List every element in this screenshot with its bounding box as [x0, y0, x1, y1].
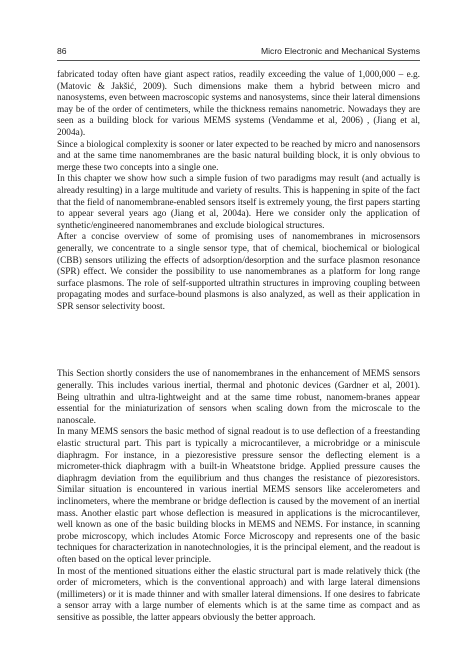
running-header	[57, 44, 420, 61]
page-body	[57, 70, 420, 625]
body-paragraph: In this chapter we show how such a simple fusion of two paradigms may result (and actually is already resulting) in a large multitude and variety of results. This is happening in spite of the fact that the field of nanomembrane-enabled sensors itself is extremely young, the first papers starting to appear several years ago (Jiang et al, 2004a). Here we consider only the application of synthetic/engineered nanomembranes and exclude biological structures.	[57, 174, 420, 231]
body-paragraph: In many MEMS sensors the basic method of signal readout is to use deflection of a freestanding elastic structural part. This part is typically a microcantilever, a microbridge or a miniscule diaphragm. For instance, in a piezoresistive pressure sensor the deflecting element is a micrometer-thick diaphragm with a built-in Wheatstone bridge. Applied pressure causes the diaphragm deviation from the equilibrium and thus changes the resistance of piezoresistors. Similar situation is encountered in various inertial MEMS sensors like accelerometers and inclinometers, where the membrane or bridge deflection is caused by the movement of an inertial mass. Another elastic part whose deflection is measured in applications is the microcantilever, well known as one of the basic building blocks in MEMS and NEMS. For instance, in scanning probe microscopy, which includes Atomic Force Microscopy and represents one of the basic techniques for characterization in nanotechnologies, it is the principal element, and the readout is often based on the optical lever principle.	[57, 427, 420, 565]
body-paragraph: This Section shortly considers the use of nanomembranes in the enhancement of MEMS sensors generally. This includes various inertial, thermal and photonic devices (Gardner et al, 2001). Being ultrathin and ultra-lightweight and at the same time robust, nanomem-branes appear essential for the miniaturization of sensors when scaling down from the microscale to the nanoscale.	[57, 369, 420, 426]
page-number: 86	[57, 46, 67, 56]
body-paragraph: In most of the mentioned situations either the elastic structural part is made relatively thick (the order of micrometers, which is the conventional approach) and with large lateral dimensions (millimeters) or it is made thinner and with smaller lateral dimensions. If one desires to fabricate a sensor array with a large number of elements which is at the same time as compact and as sensitive as possible, the latter appears obviously the better approach.	[57, 566, 420, 623]
running-title: Micro Electronic and Mechanical Systems	[260, 46, 420, 56]
body-paragraph: Since a biological complexity is sooner or later expected to be reached by micro and nanosensors and at the same time nanomembranes are the basic natural building block, it is only obvious to merge these two concepts into a single one.	[57, 139, 420, 173]
body-paragraph: fabricated today often have giant aspect ratios, readily exceeding the value of 1,000,000 – e.g. (Matovic & Jakšić, 2009). Such dimensions make them a hybrid between micro and nanosystems, even between macroscopic systems and nanosystems, since their lateral dimensions may be of the order of centimeters, while the thickness remains nanometric. Nowadays they are seen as a building block for various MEMS systems (Vendamme et al, 2006) , (Jiang et al, 2004a).	[57, 70, 421, 138]
section-gap	[57, 313, 420, 369]
body-paragraph: After a concise overview of some of promising uses of nanomembranes in microsensors generally, we concentrate to a single sensor type, that of chemical, biochemical or biological (CBB) sensors utilizing the effects of adsorption/desorption and the surface plasmon resonance (SPR) effect. We consider the possibility to use nanomembranes as a platform for long range surface plasmons. The role of self-supported ultrathin structures in improving coupling between propagating modes and surface-bound plasmons is also analyzed, as well as their application in SPR sensor selectivity boost.	[57, 232, 420, 312]
